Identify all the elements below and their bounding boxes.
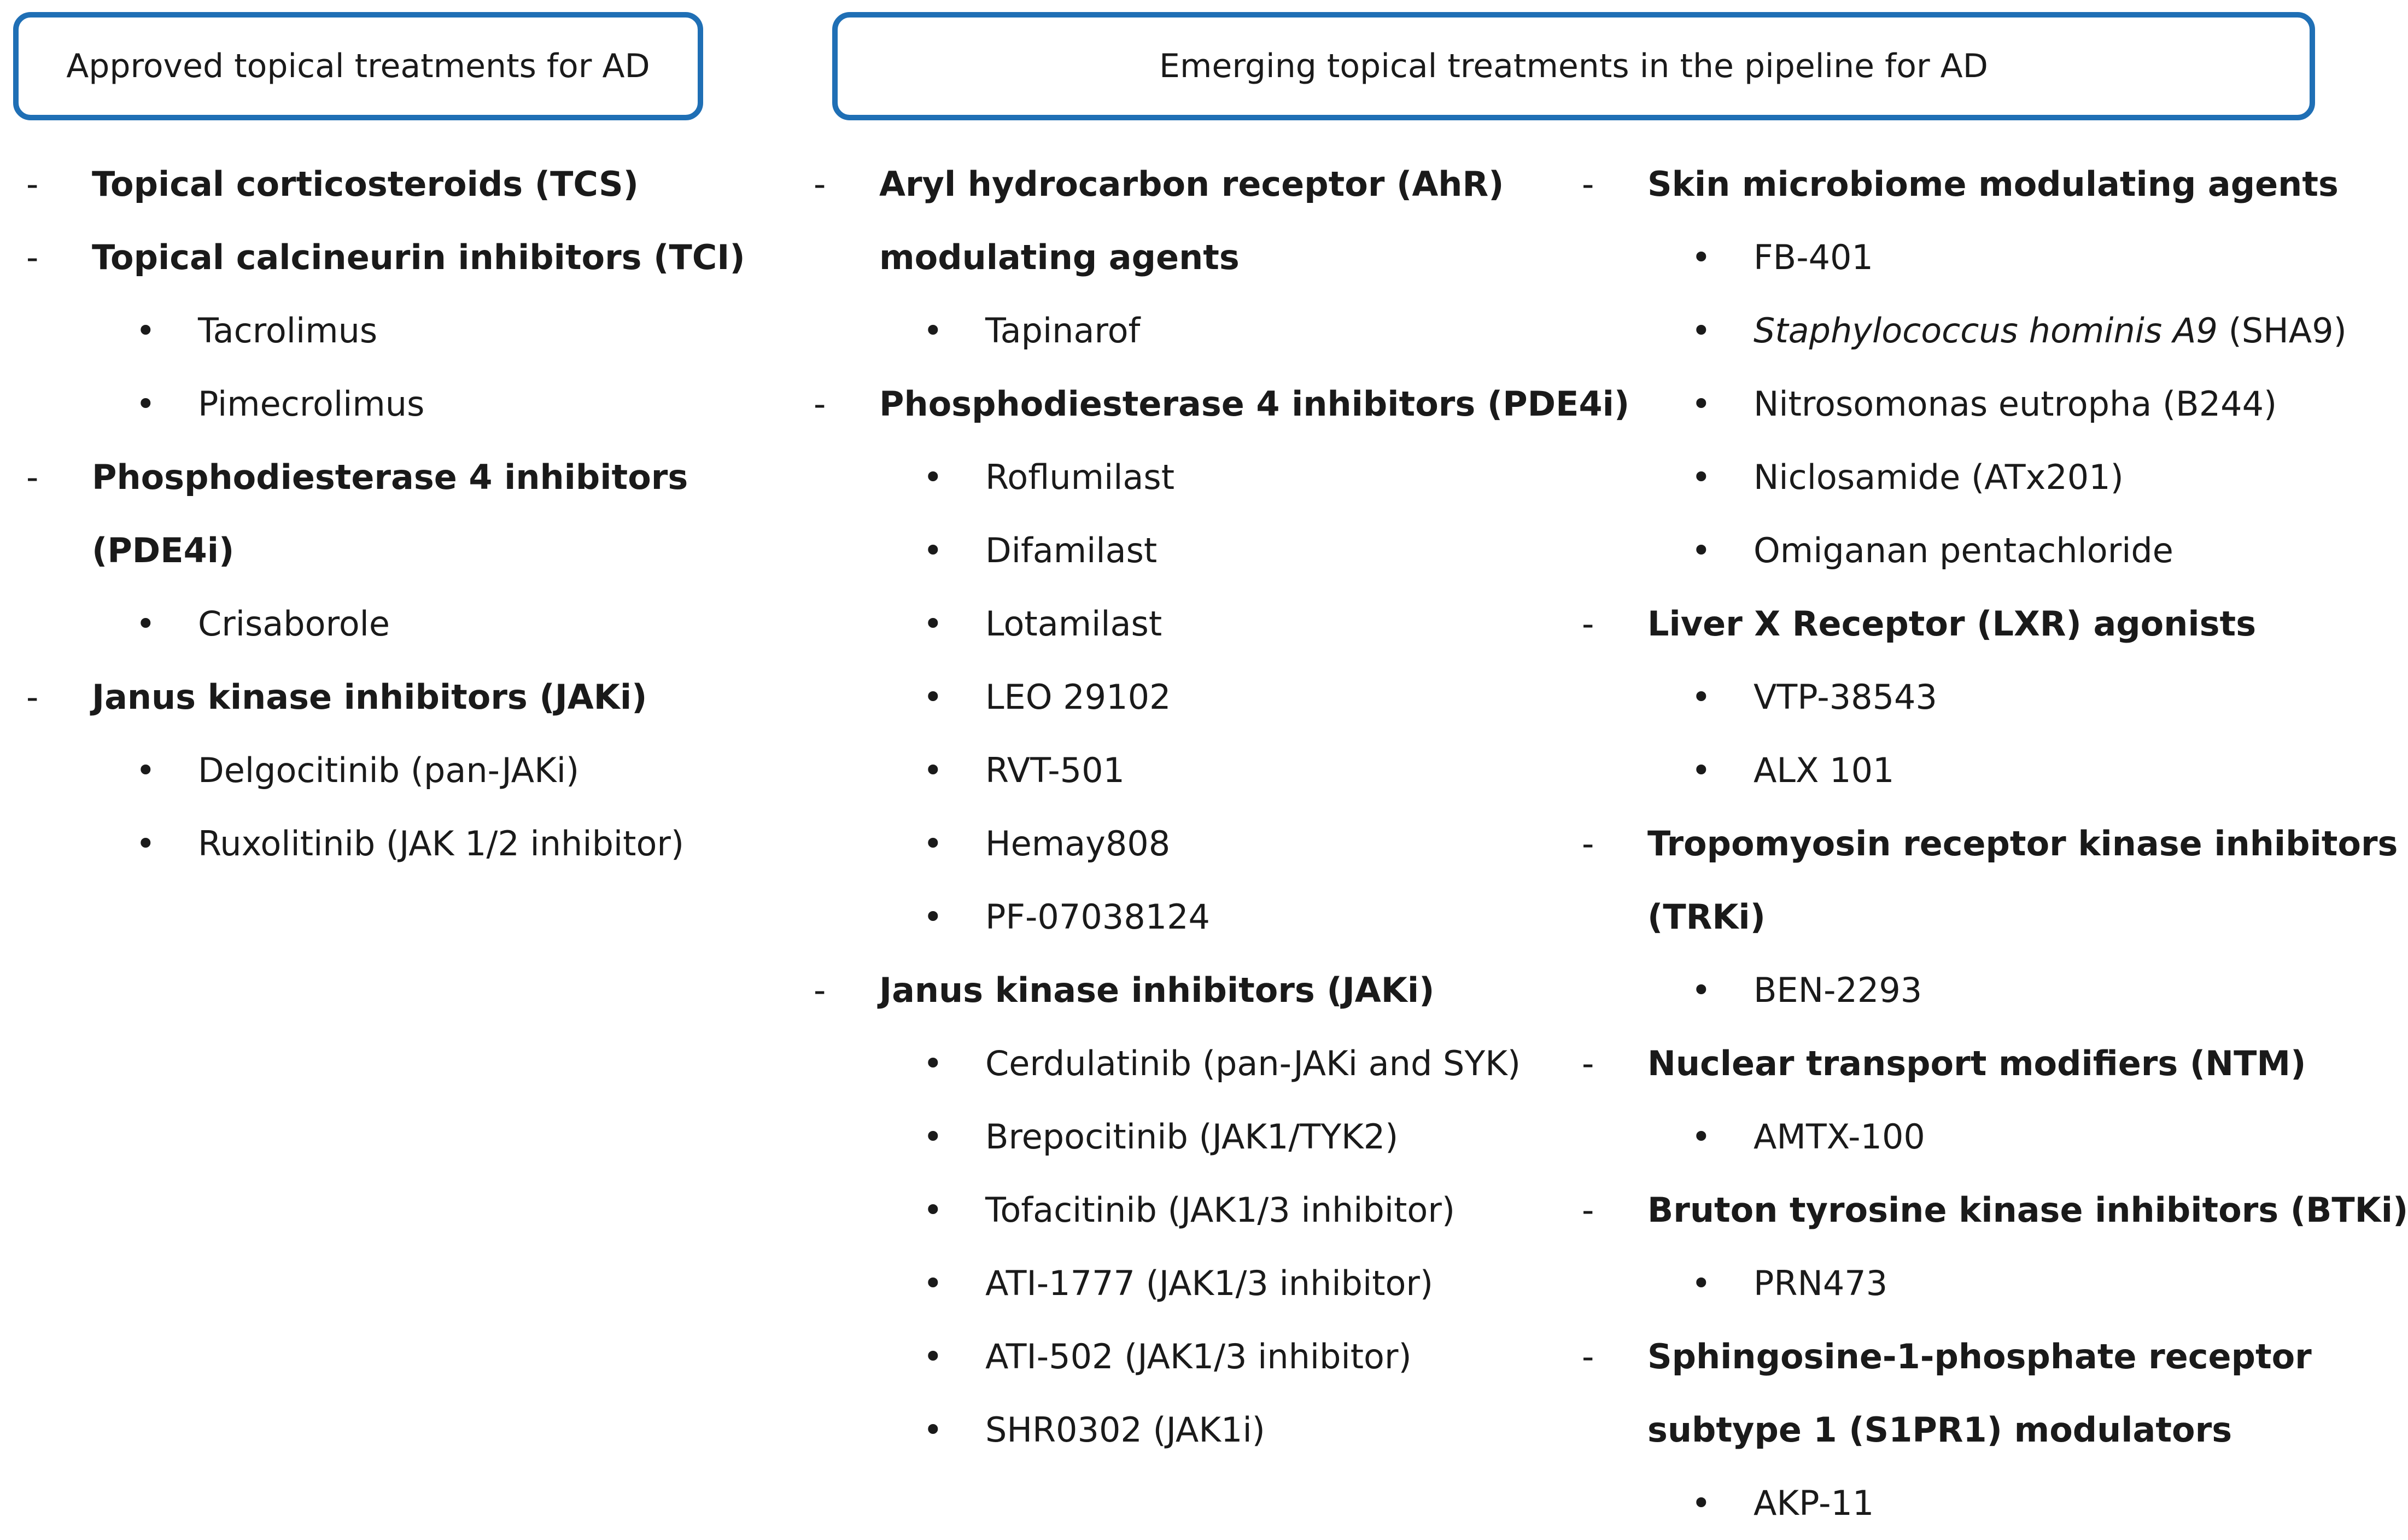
treatment-item bbox=[809, 1027, 1575, 1100]
category-heading bbox=[1577, 807, 2398, 954]
treatment-label: Crisaborole bbox=[198, 604, 390, 644]
category-heading bbox=[22, 661, 787, 734]
treatment-list bbox=[22, 587, 787, 661]
bullet-icon: • bbox=[923, 311, 943, 351]
bullet-icon: • bbox=[136, 824, 156, 864]
category-label bbox=[92, 148, 787, 221]
category-label-line: - Janus kinase inhibitors (JAKi) bbox=[92, 677, 647, 717]
bullet-icon: • bbox=[923, 897, 943, 937]
treatment-item bbox=[22, 807, 787, 880]
treatment-list bbox=[809, 441, 1575, 954]
treatment-item bbox=[809, 880, 1575, 954]
treatment-label: Lotamilast bbox=[985, 604, 1162, 644]
category-label bbox=[1647, 1174, 2408, 1247]
category-heading bbox=[809, 954, 1575, 1027]
treatment-label: PRN473 bbox=[1754, 1263, 1888, 1303]
category-heading bbox=[22, 148, 787, 221]
bullet-icon: • bbox=[136, 750, 156, 790]
treatment-label: Difamilast bbox=[985, 530, 1158, 570]
treatment-label: PF-07038124 bbox=[985, 897, 1210, 937]
bullet-icon: • bbox=[1691, 970, 1711, 1010]
category-label bbox=[879, 954, 1575, 1027]
treatment-label: LEO 29102 bbox=[985, 677, 1171, 717]
treatment-label: Nitrosomonas eutropha (B244) bbox=[1754, 384, 2277, 424]
bullet-icon: • bbox=[923, 677, 943, 717]
treatment-item bbox=[809, 1393, 1575, 1467]
category-label bbox=[92, 441, 787, 587]
category-heading bbox=[809, 368, 1630, 441]
treatment-label: RVT-501 bbox=[985, 750, 1125, 790]
category-heading bbox=[809, 148, 1575, 294]
treatment-label: Cerdulatinib (pan-JAKi and SYK) bbox=[985, 1043, 1521, 1083]
treatment-item bbox=[1577, 368, 2327, 441]
treatment-list bbox=[1577, 1247, 2327, 1320]
bullet-icon: • bbox=[1691, 384, 1711, 424]
treatment-label: Delgocitinib (pan-JAKi) bbox=[198, 750, 580, 790]
bullet-icon: • bbox=[136, 311, 156, 351]
emerging-header-title: Emerging topical treatments in the pipeline for AD bbox=[1159, 47, 1988, 85]
treatment-item bbox=[809, 1174, 1575, 1247]
treatment-label: BEN-2293 bbox=[1754, 970, 1922, 1010]
category-label-line: - Janus kinase inhibitors (JAKi) bbox=[879, 970, 1435, 1010]
treatment-label: Omiganan pentachloride bbox=[1754, 530, 2173, 570]
treatment-item bbox=[22, 587, 787, 661]
bullet-icon: • bbox=[923, 1117, 943, 1157]
treatment-label: Niclosamide (ATx201) bbox=[1754, 457, 2124, 497]
bullet-icon: • bbox=[923, 457, 943, 497]
approved-header-box bbox=[13, 12, 703, 120]
category-heading bbox=[1577, 148, 2339, 221]
treatment-label: Tacrolimus bbox=[198, 311, 378, 351]
category-label-line: - Phosphodiesterase 4 inhibitors (PDE4i) bbox=[879, 384, 1630, 424]
treatment-group bbox=[809, 1027, 1575, 1467]
treatment-group bbox=[1577, 661, 2327, 807]
treatment-item bbox=[1577, 221, 2327, 294]
approved-treatments-column bbox=[22, 148, 787, 880]
treatment-list bbox=[809, 294, 1575, 368]
category-heading bbox=[1577, 1027, 2327, 1100]
category-label bbox=[1647, 148, 2339, 221]
bullet-icon: • bbox=[923, 1043, 943, 1083]
emerging-treatments-column-left bbox=[809, 148, 1630, 1467]
treatment-label: ATI-502 (JAK1/3 inhibitor) bbox=[985, 1337, 1412, 1376]
bullet-icon: • bbox=[923, 604, 943, 644]
treatment-group bbox=[1577, 221, 2347, 587]
bullet-icon: • bbox=[923, 1190, 943, 1230]
category-label-line: - Liver X Receptor (LXR) agonists bbox=[1647, 604, 2257, 644]
bullet-icon: • bbox=[136, 604, 156, 644]
bullet-icon: • bbox=[1691, 1263, 1711, 1303]
bullet-icon: • bbox=[1691, 1117, 1711, 1157]
category-heading bbox=[1577, 1320, 2327, 1467]
treatment-label: AKP-11 bbox=[1754, 1483, 1874, 1523]
category-heading bbox=[1577, 1174, 2408, 1247]
category-label-line: - Nuclear transport modifiers (NTM) bbox=[1647, 1043, 2306, 1083]
treatment-label: VTP-38543 bbox=[1754, 677, 1937, 717]
bullet-icon: • bbox=[1691, 1483, 1711, 1523]
treatment-list bbox=[22, 294, 787, 441]
category-label bbox=[1647, 1027, 2327, 1100]
bullet-icon: • bbox=[136, 384, 156, 424]
bullet-icon: • bbox=[923, 824, 943, 864]
treatment-item bbox=[1577, 294, 2347, 368]
category-label-line: - Skin microbiome modulating agents bbox=[1647, 164, 2339, 204]
category-label bbox=[1647, 587, 2327, 661]
treatment-item bbox=[1577, 514, 2327, 587]
treatment-item bbox=[22, 368, 787, 441]
category-label bbox=[879, 368, 1630, 441]
treatment-item bbox=[1577, 441, 2327, 514]
treatment-item bbox=[1577, 661, 2327, 734]
treatment-item bbox=[1577, 734, 2327, 807]
treatment-list bbox=[809, 1027, 1575, 1467]
category-label bbox=[92, 661, 787, 734]
bullet-icon: • bbox=[923, 1263, 943, 1303]
category-label-line: - Aryl hydrocarbon receptor (AhR) bbox=[879, 164, 1504, 204]
treatment-label: Tapinarof bbox=[985, 311, 1141, 351]
treatment-item bbox=[809, 661, 1575, 734]
treatment-item bbox=[809, 734, 1575, 807]
category-label-line: subtype 1 (S1PR1) modulators bbox=[1647, 1410, 2232, 1450]
category-label-line: - Sphingosine-1-phosphate receptor bbox=[1647, 1337, 2312, 1376]
category-label-line: - Tropomyosin receptor kinase inhibitors bbox=[1647, 824, 2398, 864]
treatment-item bbox=[1577, 954, 2327, 1027]
bullet-icon: • bbox=[923, 1410, 943, 1450]
treatment-list bbox=[22, 734, 787, 880]
category-label-line: - Topical calcineurin inhibitors (TCI) bbox=[92, 237, 745, 277]
bullet-icon: • bbox=[923, 1337, 943, 1376]
category-label-line: - Bruton tyrosine kinase inhibitors (BTKi) bbox=[1647, 1190, 2408, 1230]
treatment-list bbox=[1577, 661, 2327, 807]
treatment-group bbox=[809, 441, 1575, 954]
treatment-label: (SHA9) bbox=[2217, 311, 2347, 351]
bullet-icon: • bbox=[1691, 530, 1711, 570]
category-heading bbox=[22, 221, 787, 294]
bullet-icon: • bbox=[923, 750, 943, 790]
category-label-line: modulating agents bbox=[879, 237, 1240, 277]
treatment-label: ATI-1777 (JAK1/3 inhibitor) bbox=[985, 1263, 1434, 1303]
category-label-line: (PDE4i) bbox=[92, 530, 235, 570]
treatment-list bbox=[1577, 1467, 2327, 1540]
treatment-label: Pimecrolimus bbox=[198, 384, 425, 424]
category-label-line: - Topical corticosteroids (TCS) bbox=[92, 164, 639, 204]
treatment-label: Hemay808 bbox=[985, 824, 1171, 864]
treatment-label: FB-401 bbox=[1754, 237, 1873, 277]
species-name: Staphylococcus hominis A9 bbox=[1754, 311, 2218, 351]
category-label-line: (TRKi) bbox=[1647, 897, 1766, 937]
treatment-group bbox=[1577, 1467, 2327, 1540]
bullet-icon: • bbox=[1691, 677, 1711, 717]
treatment-item bbox=[22, 734, 787, 807]
bullet-icon: • bbox=[1691, 311, 1711, 351]
treatment-item bbox=[809, 587, 1575, 661]
bullet-icon: • bbox=[1691, 750, 1711, 790]
category-label bbox=[1647, 1320, 2327, 1467]
treatment-item bbox=[809, 1247, 1575, 1320]
treatment-list bbox=[1577, 954, 2327, 1027]
treatment-group bbox=[22, 587, 787, 661]
treatment-item bbox=[809, 441, 1575, 514]
treatment-group bbox=[1577, 954, 2327, 1027]
bullet-icon: • bbox=[1691, 237, 1711, 277]
category-label bbox=[1647, 807, 2398, 954]
treatment-group bbox=[809, 294, 1575, 368]
treatment-group bbox=[1577, 1100, 2327, 1174]
treatment-item bbox=[1577, 1247, 2327, 1320]
treatment-label: Brepocitinib (JAK1/TYK2) bbox=[985, 1117, 1399, 1157]
category-heading bbox=[22, 441, 787, 587]
treatment-label: SHR0302 (JAK1i) bbox=[985, 1410, 1265, 1450]
treatment-item bbox=[809, 514, 1575, 587]
treatment-item bbox=[22, 294, 787, 368]
treatment-list bbox=[1577, 221, 2347, 587]
bullet-icon: • bbox=[1691, 457, 1711, 497]
treatment-item bbox=[809, 1100, 1575, 1174]
category-label-line: - Phosphodiesterase 4 inhibitors bbox=[92, 457, 688, 497]
treatment-label: ALX 101 bbox=[1754, 750, 1895, 790]
treatment-item bbox=[809, 1320, 1575, 1393]
treatment-group bbox=[22, 294, 787, 441]
emerging-treatments-column-right bbox=[1577, 148, 2408, 1540]
approved-header-title: Approved topical treatments for AD bbox=[66, 47, 650, 85]
bullet-icon: • bbox=[923, 530, 943, 570]
treatment-group bbox=[22, 734, 787, 880]
treatment-label: Roflumilast bbox=[985, 457, 1175, 497]
treatment-item bbox=[809, 294, 1575, 368]
category-label bbox=[879, 148, 1575, 294]
treatment-item bbox=[1577, 1100, 2327, 1174]
category-label bbox=[92, 221, 787, 294]
treatment-item bbox=[1577, 1467, 2327, 1540]
treatment-list bbox=[1577, 1100, 2327, 1174]
treatment-item bbox=[809, 807, 1575, 880]
treatment-label: Tofacitinib (JAK1/3 inhibitor) bbox=[985, 1190, 1456, 1230]
treatment-label: Ruxolitinib (JAK 1/2 inhibitor) bbox=[198, 824, 685, 864]
treatment-group bbox=[1577, 1247, 2327, 1320]
category-heading bbox=[1577, 587, 2327, 661]
emerging-header-box bbox=[832, 12, 2315, 120]
treatment-label: AMTX-100 bbox=[1754, 1117, 1925, 1157]
